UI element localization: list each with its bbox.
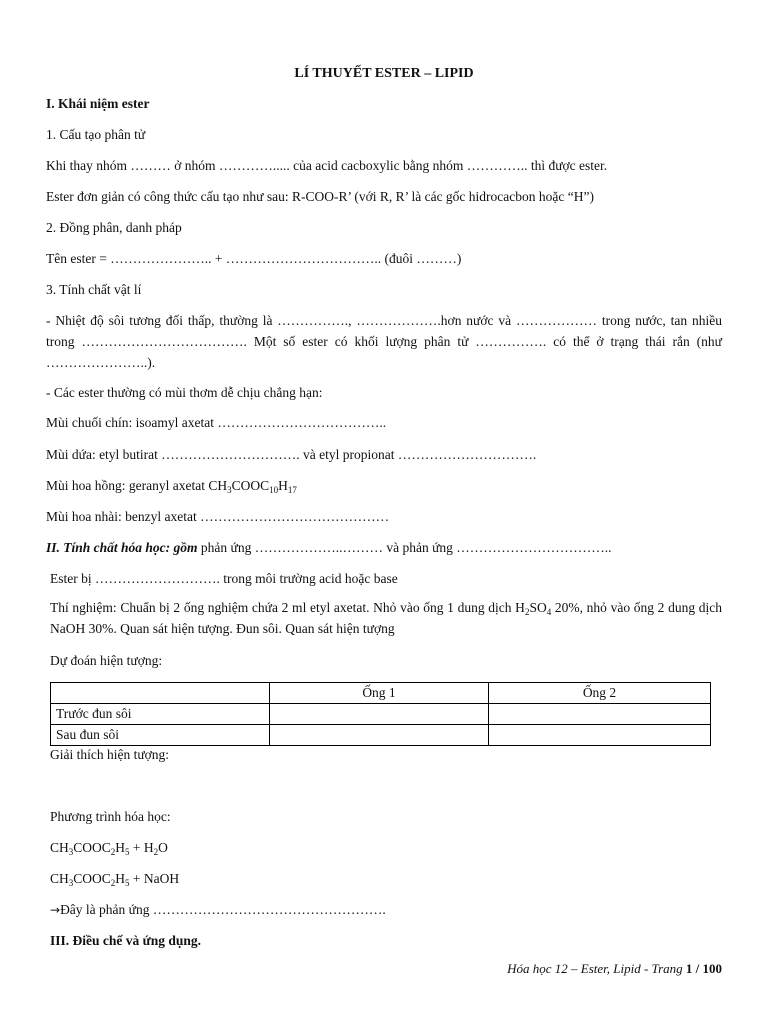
table-cell: [489, 725, 711, 746]
document-title: LÍ THUYẾT ESTER – LIPID: [294, 66, 474, 81]
paragraph-odors: - Các ester thường có mùi thơm dễ chịu chẳng hạn:: [46, 385, 323, 400]
table-cell: [270, 704, 489, 725]
table-cell: [270, 725, 489, 746]
paragraph-banana: Mùi chuối chín: isoamyl axetat ………………………………..: [46, 415, 387, 430]
paragraph-explain: Giải thích hiện tượng:: [50, 747, 170, 762]
paragraph-hydrolysis: Ester bị ………………………. trong môi trường acid hoặc base: [50, 571, 398, 586]
subsection-physical: 3. Tính chất vật lí: [46, 282, 142, 297]
table-header-cell: Ống 1: [270, 683, 489, 704]
table-header-cell: [51, 683, 270, 704]
page-footer: Hóa học 12 – Ester, Lipid - Trang 1 / 100: [507, 961, 722, 976]
section-3-heading: III. Điều chế và ứng dụng.: [50, 933, 202, 948]
arrow-icon: →: [50, 903, 61, 917]
paragraph-experiment: Thí nghiệm: Chuẩn bị 2 ống nghiệm chứa 2 ml etyl axetat. Nhỏ vào ống 1 dung dịch $H_2SO_4$ 20%, nhỏ vào ống 2 dung dịch NaOH 30%. Quan sát hiện tượng. Đun sôi. Quan sát hiện tượng: [50, 600, 722, 636]
paragraph-pineapple: Mùi dứa: etyl butirat …………………………. và etyl propionat ………………………….: [46, 447, 537, 462]
section-1-heading: I. Khái niệm ester: [46, 96, 150, 111]
paragraph-reaction-type: →Đây là phản ứng …………………………………………….: [50, 902, 386, 917]
paragraph-rose: Mùi hoa hồng: geranyl axetat $CH_3COOC_{10}H_{17}$: [46, 478, 297, 495]
table-header-cell: Ống 2: [489, 683, 711, 704]
table-cell: Trước đun sôi: [51, 704, 270, 725]
table-header-row: [51, 683, 711, 704]
paragraph-physical-properties: - Nhiệt độ sôi tương đối thấp, thường là ……………., ……………….hơn nước và ……………… trong nước, tan nhiều trong ………………………………. Một số ester có khối lượng phân tử ……………. có thể ở trạng thái rắn (như …………………..).: [46, 313, 722, 370]
equation-base: $CH_3COOC_2H_5$ + NaOH: [50, 871, 180, 888]
paragraph-definition: Khi thay nhóm ……… ở nhóm …………..... của acid cacboxylic bằng nhóm ………….. thì được ester.: [46, 158, 608, 173]
subsection-isomers: 2. Đồng phân, danh pháp: [46, 220, 182, 235]
equation-acid: $CH_3COOC_2H_5 + H_2O$: [50, 840, 168, 857]
table-cell: [489, 704, 711, 725]
table-row: [51, 725, 711, 746]
paragraph-predict: Dự đoán hiện tượng:: [50, 653, 163, 668]
table-row: [51, 704, 711, 725]
observation-table: [50, 682, 711, 746]
page-number: 1 / 100: [685, 961, 722, 976]
paragraph-formula: Ester đơn giản có công thức cấu tạo như sau: R-COO-R’ (với R, R’ là các gốc hidrocacbon hoặc “H”): [46, 189, 594, 204]
paragraph-jasmine: Mùi hoa nhài: benzyl axetat ……………………………………: [46, 509, 390, 524]
table-cell: Sau đun sôi: [51, 725, 270, 746]
subsection-structure: 1. Cấu tạo phân tử: [46, 127, 146, 142]
paragraph-naming: Tên ester = ………………….. + …………………………….. (đuôi ………): [46, 251, 462, 266]
paragraph-equations: Phương trình hóa học:: [50, 809, 171, 824]
section-2-heading: II. Tính chất hóa học: gồm phản ứng ………………..……… và phản ứng ……………………………..: [46, 540, 612, 555]
